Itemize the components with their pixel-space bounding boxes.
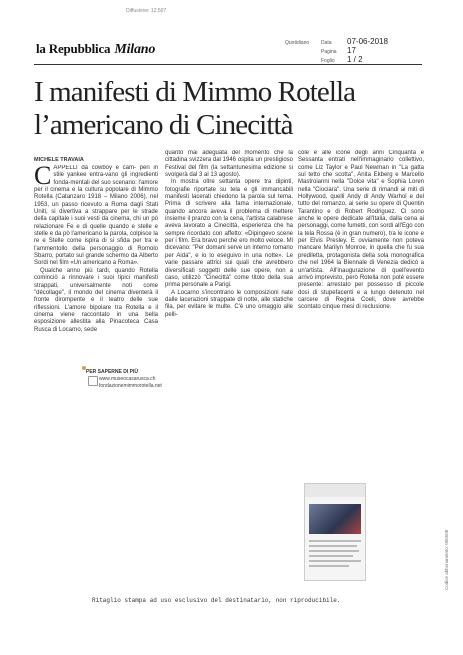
- subscription-code: Codice abbonamento: 005508: [444, 529, 449, 590]
- article-column-3: [298, 150, 424, 368]
- headline-line-1: I manifesti di Mimmo Rotella: [34, 76, 356, 108]
- link-icon: [88, 376, 98, 386]
- sidebar-link-foundation[interactable]: fondazionemimmorotella.net: [99, 383, 162, 389]
- thumbnail-photo: [309, 504, 361, 534]
- article-column-2: [165, 150, 293, 370]
- sheet-label: Foglio: [321, 58, 335, 64]
- article-column-1: [34, 165, 158, 361]
- sidebar-link-museum[interactable]: www.museocasarusca.ch: [99, 376, 156, 382]
- thumbnail-text-line: [309, 555, 353, 557]
- thumbnail-header: [305, 484, 365, 497]
- col2-paragraph-1: quanto mai adeguata del momento che la cittadina svizzera dal 1946 ospita un prestigioso Festival del film (la settantunesima edizione si svolgerà dal 3 al 13 agosto).: [165, 150, 293, 179]
- thumbnail-text-line: [309, 545, 357, 547]
- drop-cap: C: [34, 165, 52, 190]
- header-rule: [34, 64, 422, 65]
- date-label: Data: [321, 40, 332, 46]
- col1-paragraph-2: Qualche anno più tardi, quando Rotella cominciò a rinnovare i suoi tipici manifesti strappati, universalmente noti come "décollage", il mondo del cinema diventerà il fronte dirompente e il teatro delle sue riflessioni. L'amore bipolare tra Rotella e il cinema viene raccontato in una bella esposizione allestita alla Pinacoteca Casa Rusca di Locarno, sede: [34, 267, 158, 333]
- page-value: 17: [347, 46, 356, 55]
- sidebar-title: PER SAPERNE DI PIÙ: [86, 369, 138, 375]
- page-thumbnail: [304, 483, 366, 581]
- col2-paragraph-2: In mostra oltre settanta opere tra dipinti, fotografie riportate su tela e gli immancabili manifesti lacerati chiedono la parola sul tema. Prima di scrivere alla fama internazionale, quando ancora aveva il problema di mettere insieme il pranzo con la cena, l'artista calabrese aveva lavorato a Cinecittà, esperienza che ha sempre ricordato con affetto: «Dipingevo scene per i film. Era bravo perché ero molto veloce. Mi dicevano: "Per domani serve un interno romano per Aida", e io lo eseguivo in una notte». Le varie passare attrici sui quali che avrebbero diversificati soggetti delle sue opere, non a caso, utilizzò "Cinecittà" come titolo della sua prima personale a Parigi.: [165, 179, 293, 289]
- copyright-notice: Ritaglio stampa ad uso esclusivo del destinatario, non riproducibile.: [92, 597, 341, 604]
- masthead-name: la Repubblica: [36, 41, 111, 56]
- col1-lead: APPELLI da cowboy e cam-: [53, 165, 136, 171]
- newspaper-masthead: [36, 41, 155, 58]
- thumbnail-text-line: [309, 540, 361, 542]
- date-value: 07-06-2018: [347, 37, 388, 46]
- masthead-city: Milano: [114, 42, 156, 57]
- col1-paragraph-1: peri in stile yankee entra-vano gli ingredienti fonda-mentali del suo scenario: l'amore per il cinema e la cultura popolare di Mimmo Rotella (Catanzaro 1918 – Milano 2006), nel 1953, un passo ricevuto a Roma dagli Stati Uniti, si divertiva a strappare per le strade della capitale i suoi vesti da cinema, chi un pò relazionare Fe e di quelle quando e stelle e stelle e da pò l'americano la parola, colpisce la re e Stelle come ispira di si sfida per tra e l'ammentollo della personaggio di Romolo Sbarro, portato sul grande schermo da Alberto Sordi nel film «Un americano a Roma».: [34, 165, 158, 267]
- byline: MICHELE TRAVAIA: [34, 157, 84, 163]
- col3-paragraph-1: cole e alle icone degli anni Cinquanta e Sessanta entrati nell'immaginario collettivo, come Liz Taylor e Paul Newman in "La gatta sul tetto che scotta", Anita Ekberg e Marcello Mastroianni nella "Dolce vita" e Sophia Loren nella "Ciociara". Una serie di rimandi ai miti di Hollywood, quelli Andy di Andy Warhol e del tutto del romanzo, ai serie su opere di Quentin Tarantino e di Robert Rodriguez. Ci sono anche le opere dedicate all'Italia, dalla cena ai personaggi, come fumetti, con sordi all'Ego con la tela Rossa (è in gran numero), tra le icone e per Elvis Presley. E ovviamente non poteva mancare Marilyn Monroe, in quella che fu sua prediletta, protagonista della sola monografica che nel 1964 la Biennale di Venezia dedicò a un'artista. All'inaugurazione di quell'evento arrivò imprevisto, però Rotella non poté essere presente: arrestato per possesso di piccole dosi di stupefacenti e a lungo detenuto nel carcere di Regina Coeli, dove avrebbe scontato cinque mesi di reclusione.: [298, 150, 424, 311]
- diffusion-label: Diffusione: 12.507: [126, 8, 167, 14]
- thumbnail-text-line: [309, 560, 361, 562]
- thumbnail-text-line: [309, 565, 349, 567]
- headline-line-2: l’americano di Cinecittà: [34, 109, 293, 141]
- page-label: Pagina: [321, 49, 337, 55]
- thumbnail-text-line: [309, 550, 359, 552]
- col2-paragraph-3: A Locarno s'incontrano le composizioni nate dalle lacerazioni strappate di notte, alle statiche fila, per evitare le multe. C'è uno omaggio alle pelli-: [165, 289, 293, 318]
- newspaper-type-label: Quotidiano: [285, 40, 310, 46]
- sheet-value: 1 / 2: [347, 55, 363, 64]
